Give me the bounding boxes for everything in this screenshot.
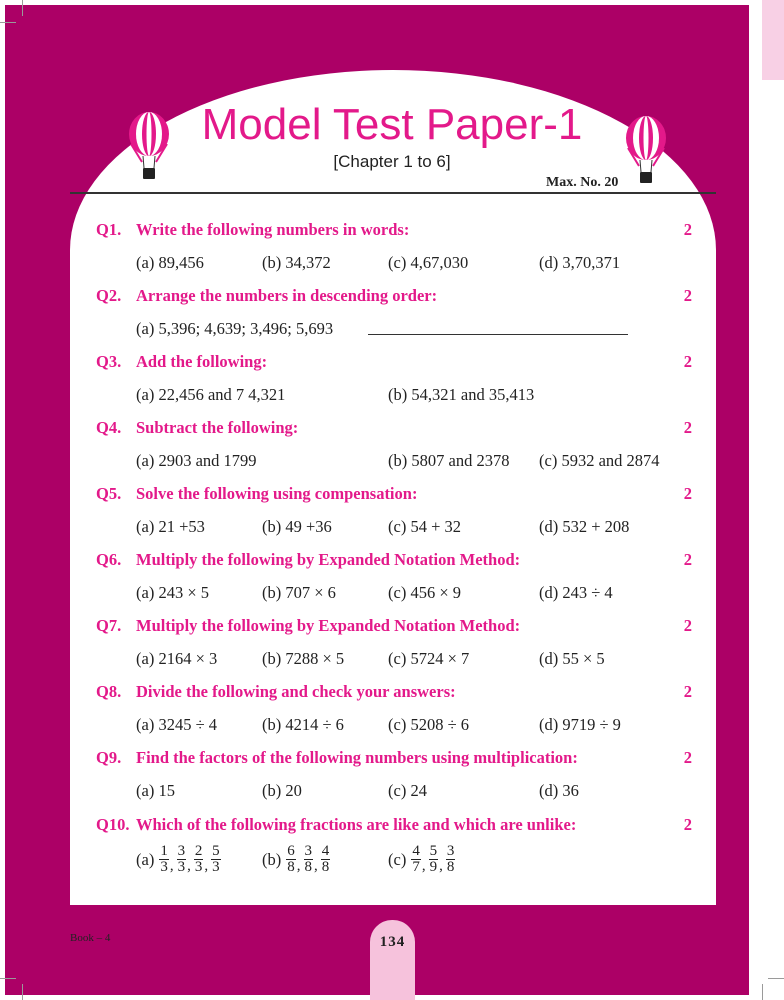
question-marks: 2 [683,286,692,305]
fraction [321,844,331,875]
question-8 [96,681,692,703]
option: (a) 2903 and 1799 [136,451,257,470]
question-number: Q5. [96,484,122,503]
option: (a) 15 [136,781,175,800]
fraction [429,844,439,875]
question-text: Write the following numbers in words: [136,220,410,239]
question-marks: 2 [683,418,692,437]
question-4 [96,417,692,439]
option: (b) 7288 × 5 [262,649,345,668]
option: (d) 3,70,371 [539,253,621,272]
fraction [211,844,221,875]
question-10 [96,814,692,836]
numerator: 3 [446,843,455,859]
denominator: 8 [321,859,330,875]
question-marks: 2 [683,352,692,371]
denominator: 3 [194,859,203,875]
question-number: Q9. [96,748,122,767]
option: (c) 54 + 32 [388,517,461,536]
numerator: 4 [412,843,420,859]
option: (b) 707 × 6 [262,583,336,602]
option: (d) 55 × 5 [539,649,605,668]
question-5 [96,483,692,505]
option: (a) 5,396; 4,639; 3,496; 5,693 [136,319,334,338]
denominator: 7 [412,859,420,875]
fraction [194,844,204,875]
numerator: 3 [177,843,186,859]
question-text: Subtract the following: [136,418,299,437]
denominator: 3 [160,859,168,875]
fraction [411,844,421,875]
edge-tab [762,0,784,80]
option: (d) 532 + 208 [539,517,630,536]
question-number: Q6. [96,550,122,569]
question-7 [96,615,692,637]
question-number: Q3. [96,352,122,371]
denominator: 3 [177,859,186,875]
question-marks: 2 [683,550,692,569]
option: (d) 243 ÷ 4 [539,583,613,602]
crop-mark [22,0,23,16]
answer-blank-line [368,334,628,335]
question-number: Q8. [96,682,122,701]
question-6 [96,549,692,571]
max-marks: Max. No. 20 [546,175,619,190]
option: (d) 36 [539,781,579,800]
numerator: 4 [321,843,330,859]
option: (c) 5724 × 7 [388,649,470,668]
fraction [159,844,169,875]
question-text: Divide the following and check your answers: [136,682,456,701]
question-text: Which of the following fractions are like and which are unlike: [136,815,577,834]
option: (b) 4214 ÷ 6 [262,715,344,734]
question-text: Add the following: [136,352,268,371]
option-label: (a) [136,849,155,869]
numerator: 2 [194,843,203,859]
question-2 [96,285,692,307]
option: (b) 54,321 and 35,413 [388,385,535,404]
question-number: Q2. [96,286,122,305]
option-label: (b) [262,849,282,869]
crop-mark [768,978,784,979]
numerator: 1 [160,843,168,859]
question-3 [96,351,692,373]
question-1 [96,219,692,241]
question-marks: 2 [683,682,692,701]
crop-mark [762,984,763,1000]
option: (a) 2164 × 3 [136,649,218,668]
numerator: 3 [304,843,312,859]
question-number: Q7. [96,616,122,635]
option-label: (c) [388,849,407,869]
question-number: Q1. [96,220,122,239]
numerator: 6 [287,843,295,859]
option: (c) 456 × 9 [388,583,461,602]
question-text: Multiply the following by Expanded Notation Method: [136,550,521,569]
question-marks: 2 [683,815,692,834]
denominator: 3 [212,859,220,875]
question-text: Multiply the following by Expanded Notation Method: [136,616,521,635]
question-marks: 2 [683,484,692,503]
option: (b) 34,372 [262,253,331,272]
fraction [177,844,187,875]
crop-mark [0,978,16,979]
question-text: Find the factors of the following numbers using multiplication: [136,748,578,767]
option: (a) 3245 ÷ 4 [136,715,217,734]
crop-mark [22,984,23,1000]
fraction-option-b: (b) $\frac{6}{8}$ , $\frac{3}{8}$ , $\frac{4}{8}$ [262,843,330,875]
option: (a) 21 +53 [136,517,205,536]
option: (d) 9719 ÷ 9 [539,715,621,734]
question-number: Q4. [96,418,122,437]
option: (b) 49 +36 [262,517,332,536]
option: (c) 24 [388,781,427,800]
crop-mark [0,22,16,23]
denominator: 8 [304,859,312,875]
question-9 [96,747,692,769]
denominator: 8 [446,859,455,875]
numerator: 5 [429,843,438,859]
fraction [446,844,456,875]
option: (c) 5932 and 2874 [539,451,660,470]
option: (a) 22,456 and 7 4,321 [136,385,286,404]
fraction [286,844,296,875]
question-marks: 2 [683,748,692,767]
page-number: 134 [379,934,406,950]
fraction [304,844,314,875]
chapter-range: [Chapter 1 to 6] [333,152,451,171]
header-divider [70,192,716,194]
book-label: Book – 4 [70,932,111,944]
denominator: 9 [429,859,438,875]
option: (b) 5807 and 2378 [388,451,510,470]
question-text: Solve the following using compensation: [136,484,418,503]
denominator: 8 [287,859,295,875]
page-number-tab [370,920,415,1000]
question-text: Arrange the numbers in descending order: [136,286,438,305]
numerator: 5 [212,843,220,859]
option: (c) 4,67,030 [388,253,469,272]
fraction-option-a: (a) $\frac{1}{3}$ , $\frac{3}{3}$ , $\frac{2}{3}$ , $\frac{5}{3}$ [136,843,220,875]
option: (c) 5208 ÷ 6 [388,715,469,734]
question-marks: 2 [683,616,692,635]
option: (a) 243 × 5 [136,583,209,602]
fraction-option-c: (c) $\frac{4}{7}$ , $\frac{5}{9}$ , $\frac{3}{8}$ [388,843,455,875]
question-marks: 2 [683,220,692,239]
question-number: Q10. [96,815,130,834]
option: (a) 89,456 [136,253,204,272]
page-title: Model Test Paper-1 [201,100,583,149]
option: (b) 20 [262,781,302,800]
